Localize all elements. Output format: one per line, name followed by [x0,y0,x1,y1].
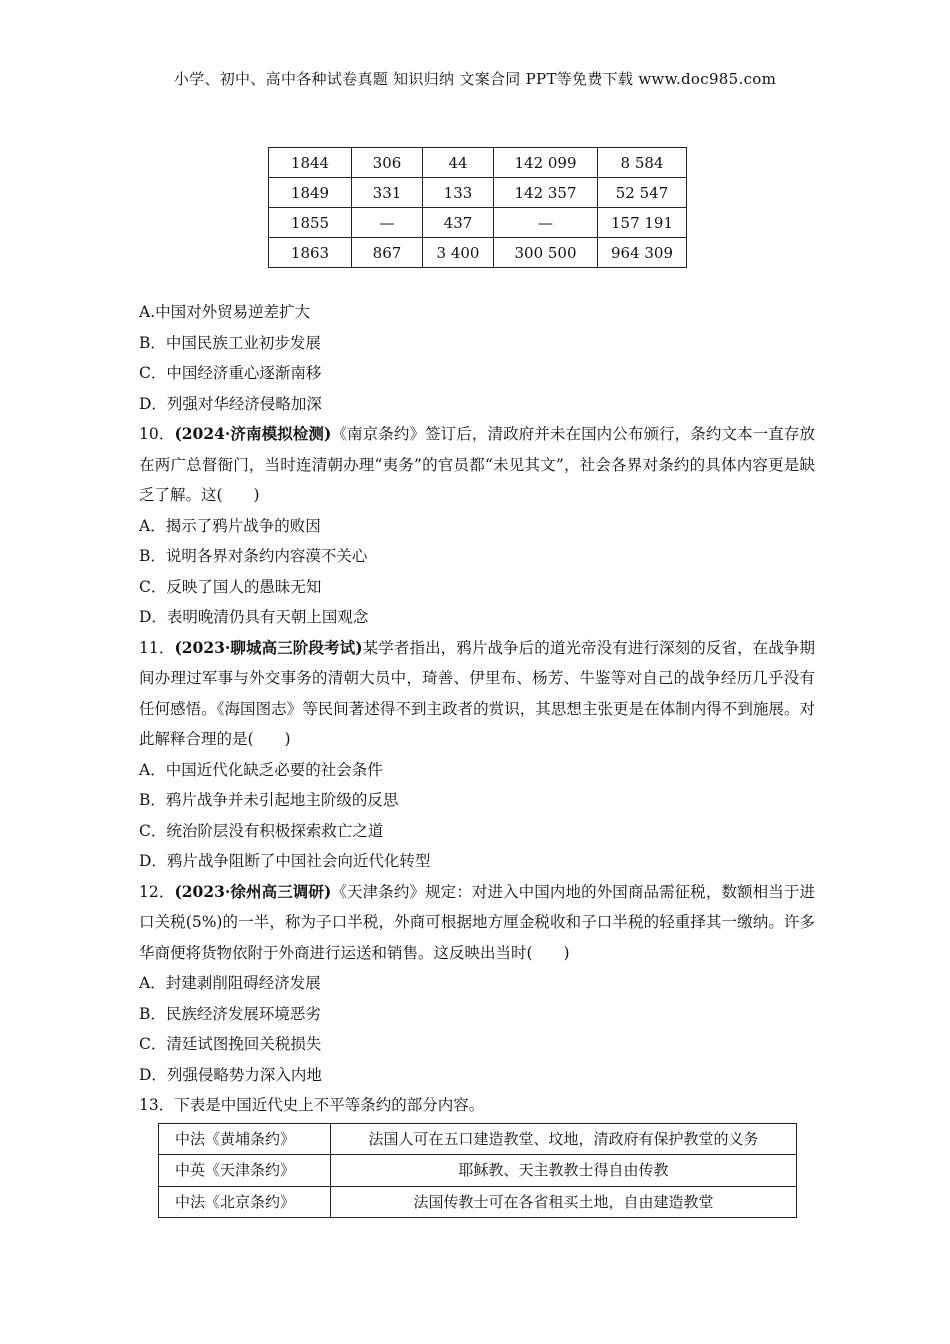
q11-number: 11． [139,638,175,657]
q11-stem: 某学者指出，鸦片战争后的道光帝没有进行深刻的反省，在战争期间办理过军事与外交事务的清朝大员中，琦善、伊里布、杨芳、牛鉴等对自己的战争经历几乎没有任何感悟。《海国图志》等民间著述得不到主政者的赏识，其思想主张更是在体制内得不到施展。对此解释合理的是( ) [139,638,815,748]
data-cell: 867 [352,238,423,268]
q13-number: 13． [139,1096,175,1114]
data-cell: 142 357 [494,178,598,208]
treaty-row [159,1155,797,1187]
question-content [139,297,815,1218]
data-row [269,208,687,238]
treaty-table [158,1123,797,1219]
treaty-content: 耶稣教、天主教教士得自由传教 [331,1155,797,1187]
data-cell: 1849 [269,178,352,208]
q10-stem: 《南京条约》签订后，清政府并未在国内公布颁行，条约文本一直存放在两广总督衙门，当时连清朝办理“夷务”的官员都“未见其文”，社会各界对条约的具体内容更是缺乏了解。这( ) [139,425,815,504]
q13-stem-line [139,1090,815,1121]
q9-option-d: D．列强对华经济侵略加深 [139,394,322,413]
data-cell: 964 309 [598,238,687,268]
treaty-name: 中法《北京条约》 [159,1186,331,1218]
q10-source: (2024·济南模拟检测) [174,424,332,443]
data-cell: 331 [352,178,423,208]
data-cell: 1863 [269,238,352,268]
q10-option-a: A．揭示了鸦片战争的败因 [139,516,321,535]
question-13 [139,1090,815,1218]
data-cell: — [494,208,598,238]
q10-option-b: B．说明各界对条约内容漠不关心 [139,547,368,565]
q9-option-b: B．中国民族工业初步发展 [139,333,321,352]
data-cell: 1855 [269,208,352,238]
data-row [269,148,687,178]
data-cell: — [352,208,423,238]
data-cell: 3 400 [423,238,494,268]
data-cell: 133 [423,178,494,208]
question-12 [139,877,815,1091]
treaty-content: 法国人可在五口建造教堂、坟地，清政府有保护教堂的义务 [331,1123,797,1155]
data-cell: 157 191 [598,208,687,238]
q11-option-c: C．统治阶层没有积极探索救亡之道 [139,821,384,840]
data-table [268,147,687,268]
q9-option-c: C．中国经济重心逐渐南移 [139,364,322,382]
q12-option-b: B．民族经济发展环境恶劣 [139,1004,321,1023]
data-cell: 1844 [269,148,352,178]
treaty-name: 中英《天津条约》 [159,1155,331,1187]
data-cell: 52 547 [598,178,687,208]
data-cell: 300 500 [494,238,598,268]
q13-stem: 下表是中国近代史上不平等条约的部分内容。 [174,1096,485,1114]
data-cell: 8 584 [598,148,687,178]
q11-option-d: D．鸦片战争阻断了中国社会向近代化转型 [139,852,431,870]
page-header: 小学、初中、高中各种试卷真题 知识归纳 文案合同 PPT等免费下载 www.doc985.com [173,70,777,88]
q9-option-a: A.中国对外贸易逆差扩大 [139,303,311,321]
q9-options [139,297,815,419]
q10-option-d: D．表明晚清仍具有天朝上国观念 [139,608,369,626]
treaty-name: 中法《黄埔条约》 [159,1123,331,1155]
data-cell: 44 [423,148,494,178]
q12-option-a: A．封建剥削阻碍经济发展 [139,974,321,992]
data-cell: 306 [352,148,423,178]
treaty-row [159,1186,797,1218]
question-10 [139,419,815,633]
q10-number: 10． [139,425,175,443]
q12-number: 12． [139,882,175,901]
treaty-row [159,1123,797,1155]
q11-option-a: A．中国近代化缺乏必要的社会条件 [139,760,383,779]
q12-stem-line [139,877,815,969]
q12-source: (2023·徐州高三调研) [174,881,332,901]
data-cell: 437 [423,208,494,238]
q11-option-b: B．鸦片战争并未引起地主阶级的反思 [139,791,399,809]
question-11 [139,633,815,877]
q12-option-d: D．列强侵略势力深入内地 [139,1065,322,1084]
treaty-content: 法国传教士可在各省租买土地，自由建造教堂 [331,1186,797,1218]
q11-stem-line [139,633,815,755]
data-cell: 142 099 [494,148,598,178]
q10-stem-line [139,419,815,511]
q12-option-c: C．清廷试图挽回关税损失 [139,1035,322,1053]
q10-option-c: C．反映了国人的愚昧无知 [139,577,322,596]
data-row [269,178,687,208]
q11-source: (2023·聊城高三阶段考试) [174,637,363,657]
data-row [269,238,687,268]
q12-stem: 《天津条约》规定：对进入中国内地的外国商品需征税，数额相当于进口关税(5%)的一半，称为子口半税，外商可根据地方厘金税收和子口半税的轻重择其一缴纳。许多华商便将货物依附于外商进行运送和销售。这反映出当时( ) [139,882,815,962]
